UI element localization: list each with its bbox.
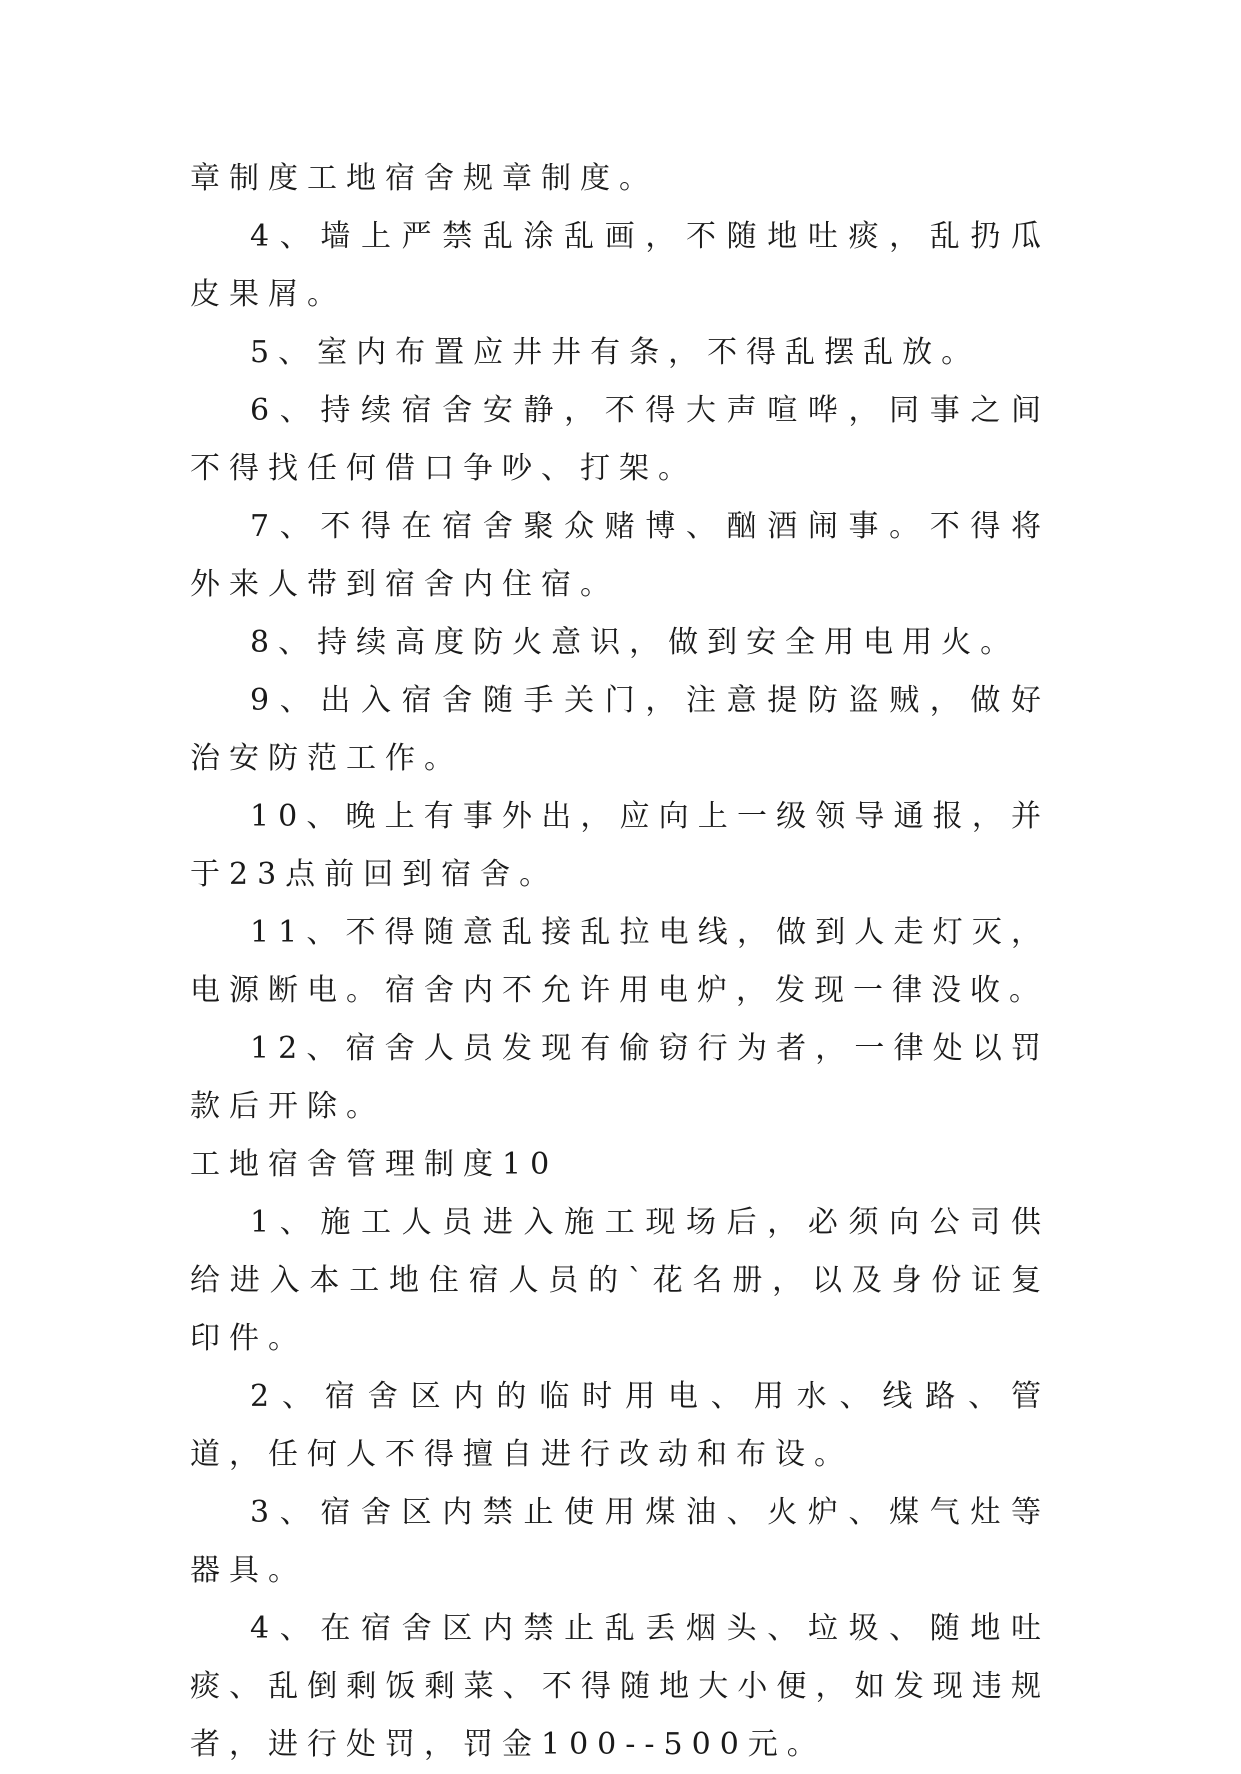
paragraph: 5、室内布置应井井有条，不得乱摆乱放。	[250, 335, 981, 370]
paragraph: 2、宿舍区内的临时用电、用水、线路、管道，任何人不得擅自进行改动和布设。	[190, 1379, 1050, 1472]
paragraph: 3、宿舍区内禁止使用煤油、火炉、煤气灶等器具。	[190, 1495, 1050, 1588]
paragraph: 1、施工人员进入施工现场后，必须向公司供给进入本工地住宿人员的`花名册，以及身份证复印件。	[190, 1205, 1050, 1356]
paragraph: 10、晚上有事外出，应向上一级领导通报，并于23点前回到宿舍。	[190, 799, 1050, 892]
paragraph: 4、在宿舍区内禁止乱丢烟头、垃圾、随地吐痰、乱倒剩饭剩菜、不得随地大小便，如发现违规者，进行处罚，罚金100--500元。	[190, 1611, 1050, 1762]
paragraph: 4、墙上严禁乱涂乱画，不随地吐痰，乱扔瓜皮果屑。	[190, 219, 1050, 312]
paragraph: 6、持续宿舍安静，不得大声喧哗，同事之间不得找任何借口争吵、打架。	[190, 393, 1050, 486]
document-page	[190, 150, 1050, 1774]
paragraph: 11、不得随意乱接乱拉电线，做到人走灯灭，电源断电。宿舍内不允许用电炉，发现一律没收。	[190, 915, 1050, 1008]
paragraph: 8、持续高度防火意识，做到安全用电用火。	[250, 625, 1020, 660]
paragraph: 12、宿舍人员发现有偷窃行为者，一律处以罚款后开除。	[190, 1031, 1050, 1124]
paragraph: 9、出入宿舍随手关门，注意提防盗贼，做好治安防范工作。	[190, 683, 1050, 776]
section-heading: 工地宿舍管理制度10	[190, 1147, 559, 1182]
paragraph: 7、不得在宿舍聚众赌博、酗酒闹事。不得将外来人带到宿舍内住宿。	[190, 509, 1050, 602]
paragraph: 章制度工地宿舍规章制度。	[190, 161, 658, 196]
